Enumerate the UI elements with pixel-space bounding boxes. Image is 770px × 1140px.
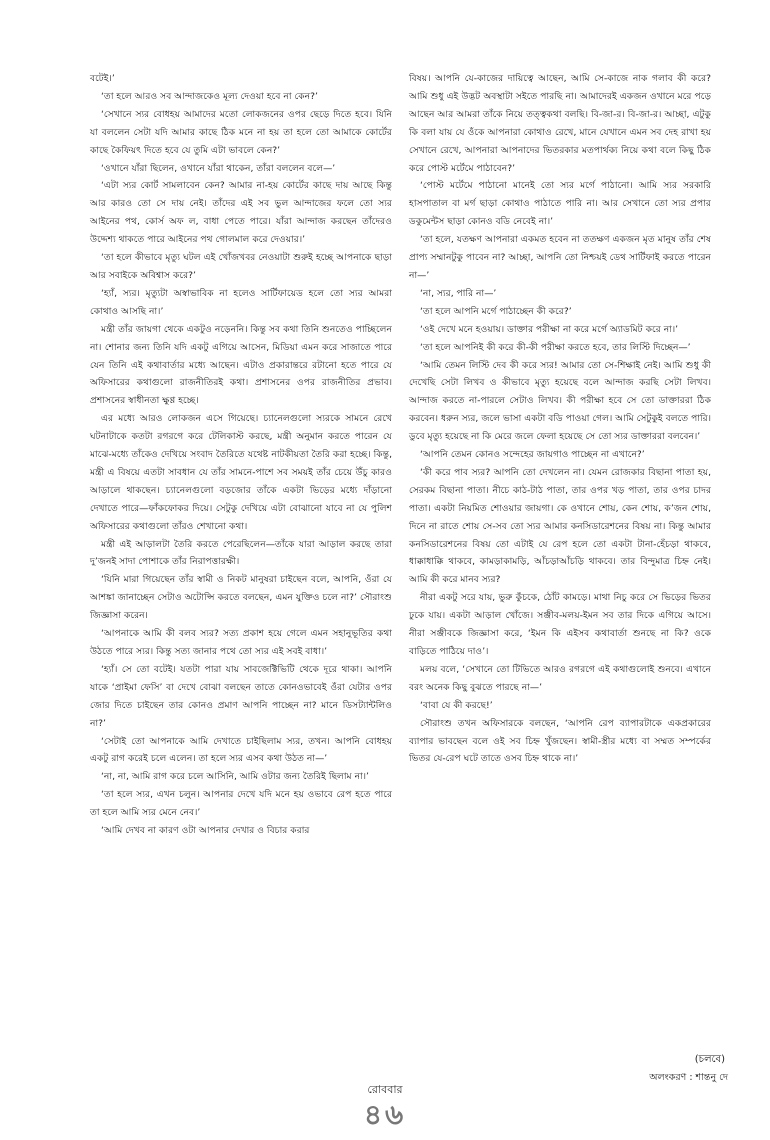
page-number: ৪৬ xyxy=(363,1098,407,1131)
paragraph: ‘পোস্ট মর্টেমে পাঠানো মানেই তো স্যর মর্গে পাঠানো। আমি স্যর সরকারি হাসপাতাল বা মর্গ ছাড়া কোথাও পাঠাতে পারি না। আর সেখানে তো স্যর প্রপার ডকুমেন্টস ছাড়া কোনও বডি নেবেই না।’ xyxy=(409,180,711,228)
paragraph: ‘আপনাকে আমি কী বলব স্যর? সত্য প্রকাশ হয়ে গেলে এমন সহানুভূতির কথা উঠতে পারে স্যর। কিন্তু সত্য জানার পথে তো স্যর এই সবই বাধা।’ xyxy=(90,628,392,657)
right-column xyxy=(409,70,711,768)
paragraph: সৌরাংশু তখন অফিসারকে বলছেন, ‘আপনি রেপ ব্যাপারটাকে একপ্রকারের ব্যাপার ভাবছেন বলে ওই সব চিহ্ন খুঁজছেন। স্বামী-স্ত্রীর মধ্যে বা সম্মত সম্পর্কের ভিতর যে-রেপ ঘটে তাতে ওসব চিহ্ন থাকে না।’ xyxy=(409,717,711,765)
paragraph: ‘না, না, আমি রাগ করে চলে আসিনি, আমি ওটার জন্য তৈরিই ছিলাম না।’ xyxy=(101,771,369,783)
paragraph: নীরা একটু সরে যায়, ভুরু কুঁচকে, ঠোঁট কামড়ে। মাথা নিচু করে সে ভিড়ের ভিতর ঢুকে যায়। একটা আড়াল খোঁজে। সঞ্জীব-মলয়-ইমন সব তার দিকে এগিয়ে আসে। নীরা সঞ্জীবকে জিজ্ঞাসা করে, ‘ইমন কি এইসব কথাবার্তা শুনছে না কি? ওকে বাড়িতে পাঠিয়ে দাও’। xyxy=(409,592,711,657)
paragraph: বিষয়। আপনি যে-কাজের দায়িত্বে আছেন, আমি সে-কাজে নাক গলাব কী করে? আমি শুধু এই উদ্ভট অবস্থাটা সইতে পারছি না। আমাদেরই একজন ওখানে মরে পড়ে আছেন আর আমরা তাঁকে নিয়ে তত্ত্বকথা বলছি। বি-জা-র। বি-জা-র। আচ্ছা, এটুকু কি বলা যায় যে ওঁকে আপনারা কোথাও রেখে, মানে যেখানে এমন সব দেহ রাখা হয় সেখানে রেখে, আপনারা আপনাদের ভিতরকার মতপার্থক্য নিয়ে কথা বলে কিছু ঠিক করে পোস্ট মর্টেমে পাঠাবেন?’ xyxy=(409,73,711,174)
paragraph: ‘তা হলে কীভাবে মৃত্যু ঘটল এই খোঁজখবর নেওয়াটা শুরুই হচ্ছে আপনাকে ছাড়া আর সবাইকে অবিশ্বাস করে?’ xyxy=(90,252,392,281)
paragraph: ‘কী করে পাব স্যর? আপনি তো দেখলেন না। যেমন রোজকার বিছানা পাতা হয়, সেরকম বিছানা পাতা। নীচে কাঠ-টাঠ পাতা, তার ওপর খড় পাতা, তার ওপর চাদর পাতা। একটা নিয়মিত শোওয়ার জায়গা। কে ওখানে শোয়, কেন শোয়, ক’জন শোয়, দিনে না রাতে শোয় সে-সব তো স্যর আমার কনসিডারেশনের বিষয় না। কিন্তু আমার কনসিডারেশনের বিষয় তো এটাই যে রেপ হলে তো একটা টানা-হেঁচড়া থাকবে, ধাক্কাধাক্কি থাকবে, কামড়াকামড়ি, আঁচড়াআঁচড়ি থাকবে। তার বিন্দুমাত্র চিহ্ন নেই। আমি কী করে মানব স্যর? xyxy=(409,466,711,586)
paragraph: ‘আপনি তেমন কোনও সন্দেহের জায়গাও পাচ্ছেন না এখানে?’ xyxy=(420,449,645,461)
to-be-continued: (চলবে) xyxy=(694,1054,725,1065)
paragraph: ‘হ্যাঁ, স্যর। মৃত্যুটা অস্বাভাবিক না হলেও সার্টিফায়েড হলে তো স্যর আমরা কোথাও আসছি না।’ xyxy=(90,287,392,317)
paragraph: ‘যিনি মারা গিয়েছেন তাঁর স্বামী ও নিকট মানুষরা চাইছেন বলে, আপনি, ওঁরা যে আশঙ্কা জানাচ্ছেন সেটাও অটোপ্সি করতে বলছেন, এমন যুক্তিও চলে না?’ সৌরাংশু জিজ্ঞাসা করেন। xyxy=(90,574,392,622)
paragraph: ‘তা হলে স্যর, এখন চলুন। আপনার দেখে যদি মনে হয় ওভাবে রেপ হতে পারে তা হলে আমি স্যর মেনে নেব।’ xyxy=(90,789,392,819)
paragraph: ‘ওই দেখে মনে হওয়ায়। ডাক্তার পরীক্ষা না করে মর্গে অ্যাডমিট করে না।’ xyxy=(420,323,679,335)
left-column xyxy=(90,70,392,840)
paragraph: ‘ওখানে যাঁরা ছিলেন, ওখানে যাঁরা থাকেন, তাঁরা বললেন বলে—’ xyxy=(101,162,336,174)
paragraph: ‘আমি তেমন লিস্টি দেব কী করে স্যর! আমার তো সে-শিক্ষাই নেই। আমি শুধু কী দেখেছি সেটা লিখব ও কীভাবে মৃত্যু হয়েছে বলে আন্দাজ করছি সেটা লিখব। আন্দাজ করতে না-পারলে সেটাও লিখব। কী পরীক্ষা হবে সে তো ডাক্তাররা ঠিক করবেন। ধরুন স্যর, জলে ভাসা একটা বডি পাওয়া গেল। আমি সেটুকুই বলতে পারি। ডুবে মৃত্যু হয়েছে না কি মেরে জলে ফেলা হয়েছে সে তো স্যর ডাক্তাররা বলবেন।’ xyxy=(409,359,711,443)
paragraph: ‘না, স্যর, পারি না—’ xyxy=(420,287,497,299)
paragraph: মন্ত্রী তাঁর জায়গা থেকে একটুও নড়েননি। কিন্তু সব কথা তিনি শুনতেও পাচ্ছিলেন না। শোনার জন্য তিনি যদি একটু এগিয়ে আসেন, মিডিয়া এমন করে সাজাতে পারে যেন তিনি এই কথাবার্তার মধ্যে আছেন। এটাও প্রকারান্তরে রটানো হতে পারে যে অফিসারের কথাগুলো রাজনীতিরই কথা। প্রশাসনের ওপর রাজনীতির প্রভাব। প্রশাসনের স্বাধীনতা ক্ষুণ্ণ হচ্ছে। xyxy=(90,323,392,407)
paragraph: ‘আমি দেখব না কারণ ওটা আপনার দেখার ও বিচার করার xyxy=(101,825,310,837)
paragraph: ‘সেখানে স্যর বোধহয় আমাদের মতো লোকজনের ওপর ছেড়ে দিতে হবে। যিনি যা বললেন সেটা যদি আমার কাছে ঠিক মনে না হয় তা হলে তো আমাকে কোর্টের কাছে কৈফিয়ৎ দিতে হবে যে তুমি এটা ভাবলে কেন?’ xyxy=(90,108,392,156)
paragraph: ‘তা হলে, যতক্ষণ আপনারা একমত হবেন না ততক্ষণ একজন মৃত মানুষ তাঁর শেষ প্রাপ্য সম্মানটুকু পাবেন না? আচ্ছা, আপনি তো নিশ্চয়ই ডেথ সার্টিফাই করতে পারেন না—’ xyxy=(409,234,711,281)
paragraph: ‘এটা স্যর কোর্ট সামলাবেন কেন? আমার না-হয় কোর্টের কাছে দায় আছে কিন্তু আর কারও তো সে দায় নেই। তাঁদের এই সব ভুল আন্দাজের ফলে তো স্যর আইনের পথ, কোর্স অফ ল, বাধা পেতে পারে। যাঁরা আন্দাজ করছেন তাঁদেরও উদ্দেশ্য থাকতে পারে আইনের পথ গোলমাল করে দেওয়ার।’ xyxy=(90,180,392,246)
paragraph: এর মধ্যে আরও লোকজন এসে গিয়েছে। চ্যানেলগুলো স্যরকে সামনে রেখে ঘটনাটাকে কতটা রগরগে করে টেলিকাস্ট করছে, মন্ত্রী অনুমান করতে পারেন যে মাঝে-মধ্যে তাঁকেও দেখিয়ে সংবাদ তৈরিতে যথেষ্ট নাটকীয়তা তৈরি করা হচ্ছে। কিন্তু, মন্ত্রী এ বিষয়ে এতটা সাবধান যে তাঁর সামনে-পাশে সব সময়ই তাঁর চেয়ে উঁচু কারও আড়ালে থাকছেন। চ্যানেলগুলো বড়জোর তাঁকে একটা ভিড়ের মধ্যে দাঁড়ানো দেখাতে পারে—ফাঁকফোকর দিয়ে। সেটুকু দেখিয়ে এটা বোঝানো যাবে না যে পুলিশ অফিসারের কথাগুলো তাঁরও শেখানো কথা। xyxy=(90,413,392,532)
illustration-credit: অলংকরণ : শান্তনু দে xyxy=(649,1072,728,1083)
paragraph: মন্ত্রী এই আড়ালটা তৈরি করতে পেরেছিলেন—তাঁকে যারা আড়াল করছে তারা দু’জনই সাদা পোশাকে তাঁর নিরাপত্তারক্ষী। xyxy=(90,538,392,568)
paragraph: ‘বাবা যে কী করছে!’ xyxy=(420,699,493,711)
paragraph: ‘তা হলে আরও সব আন্দাজকেও মূল্য দেওয়া হবে না কেন?’ xyxy=(101,90,318,102)
paragraph: ‘সেটাই তো আপনাকে আমি দেখাতে চাইছিলাম স্যর, তখন। আপনি বোধহয় একটু রাগ করেই চলে এলেন। তা হলে স্যর এসব কথা উঠত না—’ xyxy=(90,735,392,765)
paragraph: বটেই।’ xyxy=(90,73,115,84)
paragraph: মলয় বলে, ‘সেখানে তো টিভিতে আরও রগরগে এই কথাগুলোই শুনবে। এখানে বরং অনেক কিছু বুঝতে পারছে না—’ xyxy=(409,663,711,693)
paragraph: ‘তা হলে আপনি মর্গে পাঠাচ্ছেন কী করে?’ xyxy=(420,305,572,317)
paragraph: ‘তা হলে আপনিই কী করে কী-কী পরীক্ষা করতে হবে, তার লিস্টি দিচ্ছেন—’ xyxy=(420,341,691,353)
magazine-name: রোববার xyxy=(367,1083,403,1096)
paragraph: ‘হ্যাঁ। সে তো বটেই। যতটা পারা যায় সাবজেক্টিভিটি থেকে দূরে থাকা। আপনি যাকে ‘প্রাইমা ফেসি’ বা দেখে বোঝা বলছেন তাতে কোনওভাবেই ওঁরা যেটার ওপর জোর দিতে চাইছেন তার কোনও প্রমাণ আপনি পাচ্ছেন না? মানে ডিসট্যান্টলিও না?’ xyxy=(90,663,392,729)
